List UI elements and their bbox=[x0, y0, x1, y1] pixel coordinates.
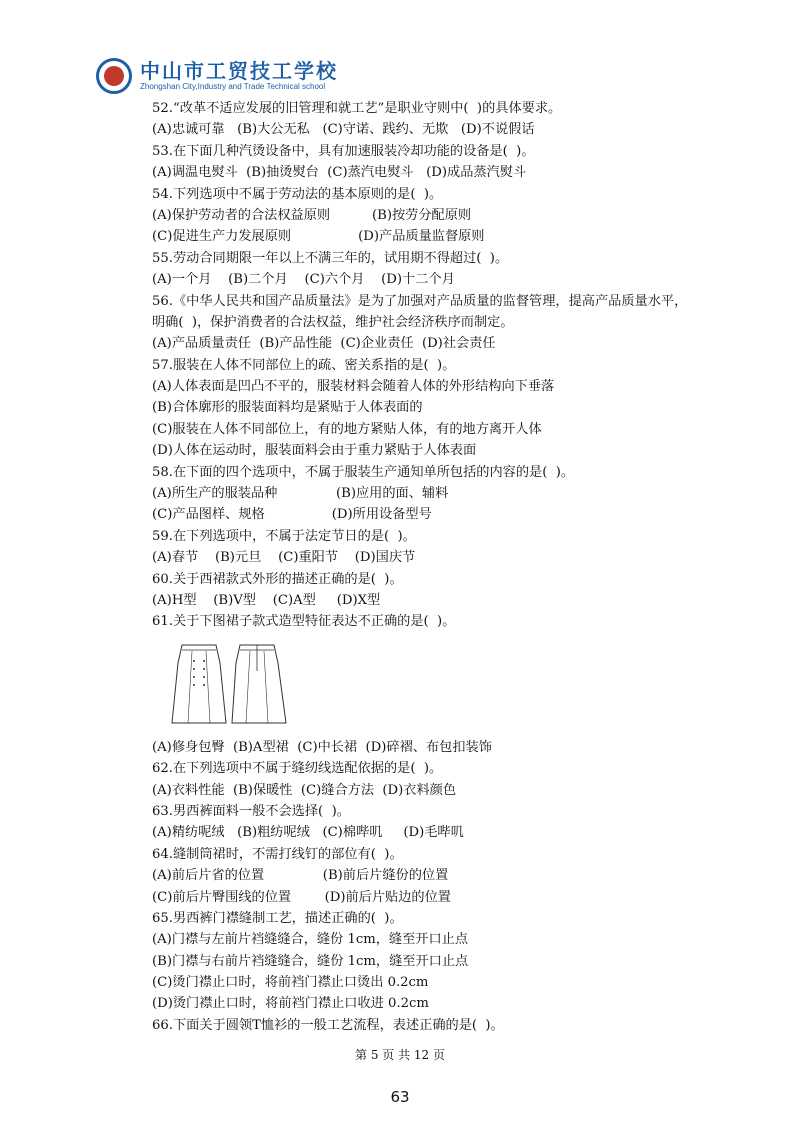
question-stem: 58.在下面的四个选项中，不属于服装生产通知单所包括的内容的是( )。 bbox=[152, 464, 575, 480]
answer-options: (C)促进生产力发展原则 (D)产品质量监督原则 bbox=[152, 229, 485, 245]
answer-options: (A)H型 (B)V型 (C)A型 (D)X型 bbox=[152, 592, 381, 608]
answer-options: (A)忠诚可靠 (B)大公无私 (C)守诺、践约、无欺 (D)不说假话 bbox=[152, 122, 535, 138]
question-stem: 65.男西裤门襟缝制工艺，描述正确的( )。 bbox=[152, 910, 403, 926]
answer-options: (B)门襟与右前片裆缝缝合，缝份 1cm，缝至开口止点 bbox=[152, 953, 469, 969]
question-stem: 57.服装在人体不同部位上的疏、密关系指的是( )。 bbox=[152, 357, 456, 373]
question-stem: 66.下面关于圆领T恤衫的一般工艺流程，表述正确的是( )。 bbox=[152, 1017, 504, 1033]
page-number: 63 bbox=[390, 1088, 410, 1106]
question-stem: 60.关于西裙款式外形的描述正确的是( )。 bbox=[152, 571, 403, 587]
page-indicator: 第 5 页 共 12 页 bbox=[355, 1048, 445, 1062]
question-stem: 63.男西裤面料一般不会选择( )。 bbox=[152, 803, 350, 819]
question-stem: 55.劳动合同期限一年以上不满三年的，试用期不得超过( )。 bbox=[152, 250, 509, 266]
answer-options: (A)一个月 (B)二个月 (C)六个月 (D)十二个月 bbox=[152, 272, 455, 288]
answer-options: (A)产品质量责任 (B)产品性能 (C)企业责任 (D)社会责任 bbox=[152, 336, 496, 352]
school-logo-icon bbox=[96, 58, 132, 94]
question-stem: 64.缝制筒裙时，不需打线钉的部位有( )。 bbox=[152, 846, 403, 862]
answer-options: (D)人体在运动时，服装面料会由于重力紧贴于人体表面 bbox=[152, 443, 477, 459]
answer-options: (C)产品图样、规格 (D)所用设备型号 bbox=[152, 507, 432, 523]
answer-options: (C)烫门襟止口时，将前裆门襟止口烫出 0.2cm bbox=[152, 975, 429, 991]
school-name-en: Zhongshan City,Industry and Trade Technical school bbox=[140, 82, 326, 91]
school-header bbox=[96, 54, 338, 98]
answer-options: (A)精纺呢绒 (B)粗纺呢绒 (C)棉哔叽 (D)毛哔叽 bbox=[152, 825, 464, 841]
answer-options: (D)烫门襟止口时，将前裆门襟止口收进 0.2cm bbox=[152, 996, 429, 1012]
question-stem: 54.下列选项中不属于劳动法的基本原则的是( )。 bbox=[152, 186, 443, 202]
skirt-figure bbox=[152, 633, 712, 737]
school-name-cn: 中山市工贸技工学校 bbox=[140, 59, 338, 83]
skirt-drawing-icon bbox=[170, 641, 290, 731]
answer-options: (A)保护劳动者的合法权益原则 (B)按劳分配原则 bbox=[152, 207, 472, 223]
answer-options: (A)人体表面是凹凸不平的，服装材料会随着人体的外形结构向下垂落 bbox=[152, 379, 555, 395]
question-list bbox=[152, 98, 712, 1036]
answer-options: 明确( )，保护消费者的合法权益，维护社会经济秩序而制定。 bbox=[152, 314, 514, 330]
answer-options: (A)衣料性能 (B)保暖性 (C)缝合方法 (D)衣料颜色 bbox=[152, 782, 457, 798]
question-stem: 56.《中华人民共和国产品质量法》是为了加强对产品质量的监督管理，提高产品质量水平， bbox=[152, 293, 688, 309]
answer-options: (A)门襟与左前片裆缝缝合，缝份 1cm，缝至开口止点 bbox=[152, 932, 469, 948]
question-stem: 53.在下面几种汽烫设备中，具有加速服装冷却功能的设备是( )。 bbox=[152, 143, 535, 159]
answer-options: (A)前后片省的位置 (B)前后片缝份的位置 bbox=[152, 868, 449, 884]
question-stem: 59.在下列选项中，不属于法定节日的是( )。 bbox=[152, 528, 416, 544]
answer-options: (C)前后片臀围线的位置 (D)前后片贴边的位置 bbox=[152, 889, 451, 905]
answer-options: (A)调温电熨斗 (B)抽烫熨台 (C)蒸汽电熨斗 (D)成品蒸汽熨斗 bbox=[152, 165, 527, 181]
question-stem: 62.在下列选项中不属于缝纫线选配依据的是( )。 bbox=[152, 761, 443, 777]
question-stem: 52.“改革不适应发展的旧管理和就工艺”是职业守则中( )的具体要求。 bbox=[152, 101, 562, 116]
answer-options: (B)合体廓形的服装面料均是紧贴于人体表面的 bbox=[152, 400, 423, 416]
answer-options: (A)春节 (B)元旦 (C)重阳节 (D)国庆节 bbox=[152, 550, 416, 566]
answer-options: (C)服装在人体不同部位上，有的地方紧贴人体，有的地方离开人体 bbox=[152, 421, 542, 437]
question-stem: 61.关于下图裙子款式造型特征表达不正确的是( )。 bbox=[152, 614, 456, 630]
answer-options: (A)所生产的服装品种 (B)应用的面、辅料 bbox=[152, 486, 449, 502]
answer-options: (A)修身包臀 (B)A型裙 (C)中长裙 (D)碎褶、布包扣装饰 bbox=[152, 739, 492, 755]
